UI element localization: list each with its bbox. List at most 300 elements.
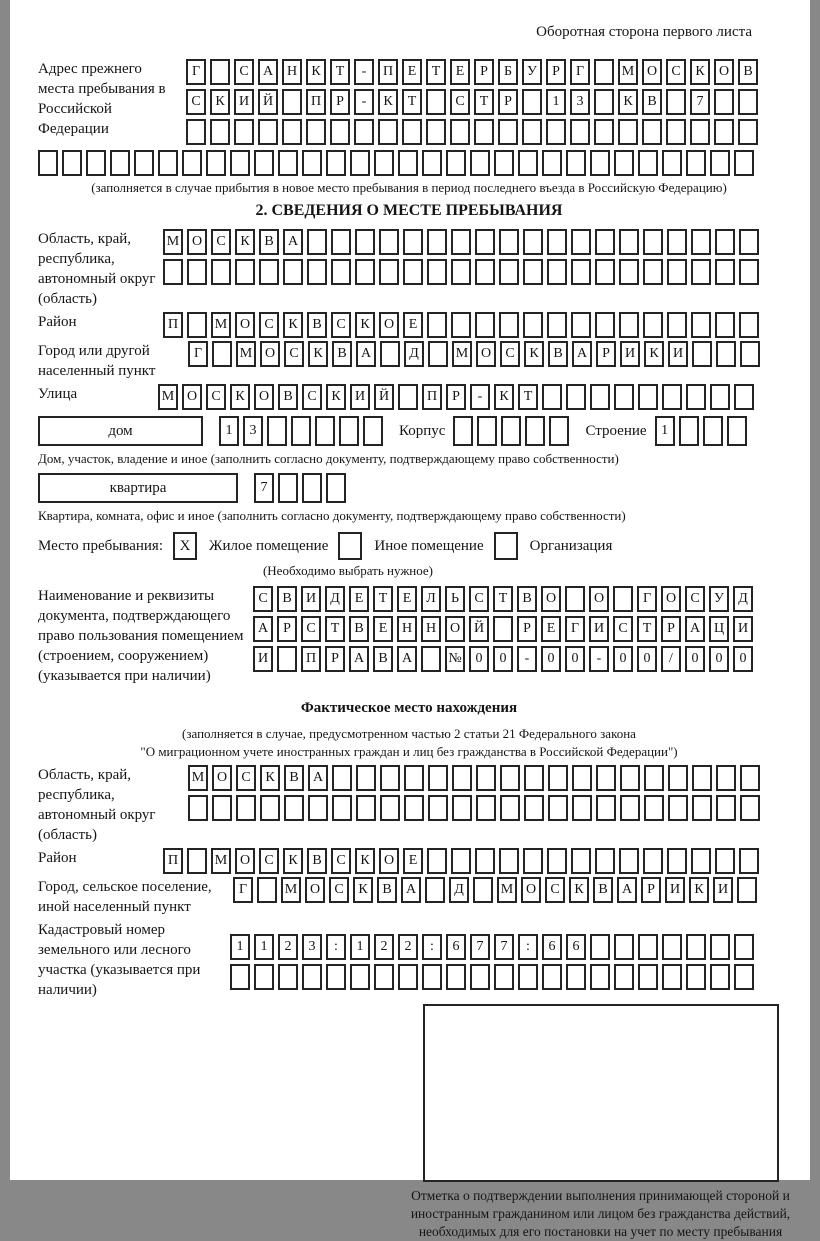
char-cell[interactable] [638, 150, 658, 176]
char-cell[interactable]: А [685, 616, 705, 642]
char-cell[interactable]: Р [474, 59, 494, 85]
char-cell[interactable]: Т [518, 384, 538, 410]
char-cell[interactable] [739, 259, 759, 285]
char-cell[interactable]: П [306, 89, 326, 115]
char-cell[interactable]: О [182, 384, 202, 410]
char-cell[interactable] [477, 416, 497, 446]
char-cell[interactable] [282, 89, 302, 115]
char-cell[interactable] [523, 848, 543, 874]
char-cell[interactable] [186, 119, 206, 145]
char-cell[interactable] [571, 848, 591, 874]
char-cell[interactable]: И [665, 877, 685, 903]
char-cell[interactable] [475, 312, 495, 338]
char-cell[interactable]: В [332, 341, 352, 367]
char-cell[interactable]: Е [402, 59, 422, 85]
char-cell[interactable] [662, 934, 682, 960]
char-cell[interactable] [638, 934, 658, 960]
char-cell[interactable]: М [236, 341, 256, 367]
char-cell[interactable]: В [307, 312, 327, 338]
char-cell[interactable]: К [690, 59, 710, 85]
char-cell[interactable] [356, 795, 376, 821]
char-cell[interactable]: - [354, 89, 374, 115]
char-cell[interactable]: О [714, 59, 734, 85]
char-cell[interactable]: Р [277, 616, 297, 642]
char-cell[interactable]: 0 [493, 646, 513, 672]
char-cell[interactable] [710, 964, 730, 990]
char-cell[interactable] [668, 765, 688, 791]
char-cell[interactable] [350, 150, 370, 176]
char-cell[interactable] [619, 259, 639, 285]
char-cell[interactable] [475, 259, 495, 285]
char-cell[interactable]: М [618, 59, 638, 85]
char-cell[interactable] [716, 341, 736, 367]
char-cell[interactable] [302, 964, 322, 990]
char-cell[interactable] [326, 150, 346, 176]
char-cell[interactable]: Р [661, 616, 681, 642]
char-cell[interactable]: 3 [243, 416, 263, 446]
char-cell[interactable]: И [620, 341, 640, 367]
char-cell[interactable] [254, 964, 274, 990]
char-cell[interactable] [476, 795, 496, 821]
char-cell[interactable] [206, 150, 226, 176]
char-cell[interactable]: С [253, 586, 273, 612]
char-cell[interactable] [307, 259, 327, 285]
char-cell[interactable] [330, 119, 350, 145]
char-cell[interactable]: Р [498, 89, 518, 115]
char-cell[interactable] [446, 964, 466, 990]
char-cell[interactable] [422, 150, 442, 176]
char-cell[interactable] [291, 416, 311, 446]
char-cell[interactable]: К [524, 341, 544, 367]
char-cell[interactable]: Е [403, 312, 423, 338]
char-cell[interactable] [523, 259, 543, 285]
char-cell[interactable] [453, 416, 473, 446]
char-cell[interactable]: 3 [302, 934, 322, 960]
char-cell[interactable] [350, 964, 370, 990]
char-cell[interactable] [638, 384, 658, 410]
char-cell[interactable]: Т [426, 59, 446, 85]
char-cell[interactable]: О [379, 848, 399, 874]
char-cell[interactable] [596, 765, 616, 791]
char-cell[interactable] [734, 384, 754, 410]
char-cell[interactable] [572, 765, 592, 791]
char-cell[interactable] [110, 150, 130, 176]
char-cell[interactable]: С [206, 384, 226, 410]
char-cell[interactable]: - [517, 646, 537, 672]
char-cell[interactable]: 1 [230, 934, 250, 960]
char-cell[interactable]: Е [541, 616, 561, 642]
organization-checkbox[interactable] [494, 532, 518, 560]
char-cell[interactable] [613, 586, 633, 612]
char-cell[interactable] [355, 229, 375, 255]
char-cell[interactable]: Р [325, 646, 345, 672]
char-cell[interactable] [404, 795, 424, 821]
char-cell[interactable]: С [545, 877, 565, 903]
char-cell[interactable]: Г [186, 59, 206, 85]
char-cell[interactable] [643, 229, 663, 255]
char-cell[interactable] [666, 89, 686, 115]
char-cell[interactable]: С [211, 229, 231, 255]
char-cell[interactable]: Т [402, 89, 422, 115]
char-cell[interactable] [259, 259, 279, 285]
char-cell[interactable]: Т [637, 616, 657, 642]
char-cell[interactable] [474, 119, 494, 145]
char-cell[interactable] [230, 964, 250, 990]
char-cell[interactable] [703, 416, 723, 446]
char-cell[interactable] [426, 89, 446, 115]
char-cell[interactable] [546, 119, 566, 145]
char-cell[interactable]: Н [282, 59, 302, 85]
char-cell[interactable] [211, 259, 231, 285]
char-cell[interactable]: Р [596, 341, 616, 367]
char-cell[interactable] [260, 795, 280, 821]
char-cell[interactable]: А [349, 646, 369, 672]
char-cell[interactable] [524, 765, 544, 791]
char-cell[interactable]: А [258, 59, 278, 85]
char-cell[interactable]: О [445, 616, 465, 642]
char-cell[interactable] [258, 119, 278, 145]
char-cell[interactable] [618, 119, 638, 145]
char-cell[interactable] [302, 473, 322, 503]
char-cell[interactable]: В [307, 848, 327, 874]
char-cell[interactable] [354, 119, 374, 145]
char-cell[interactable]: Т [474, 89, 494, 115]
char-cell[interactable] [380, 795, 400, 821]
char-cell[interactable]: И [350, 384, 370, 410]
char-cell[interactable]: К [283, 312, 303, 338]
char-cell[interactable]: Т [325, 616, 345, 642]
char-cell[interactable]: 3 [570, 89, 590, 115]
char-cell[interactable]: 1 [350, 934, 370, 960]
char-cell[interactable]: Н [397, 616, 417, 642]
char-cell[interactable] [86, 150, 106, 176]
char-cell[interactable]: В [259, 229, 279, 255]
char-cell[interactable]: : [326, 934, 346, 960]
char-cell[interactable]: В [277, 586, 297, 612]
char-cell[interactable] [595, 312, 615, 338]
char-cell[interactable]: О [260, 341, 280, 367]
char-cell[interactable] [667, 229, 687, 255]
char-cell[interactable] [738, 119, 758, 145]
char-cell[interactable]: П [422, 384, 442, 410]
char-cell[interactable]: 6 [446, 934, 466, 960]
char-cell[interactable]: В [593, 877, 613, 903]
char-cell[interactable] [476, 765, 496, 791]
char-cell[interactable] [421, 646, 441, 672]
char-cell[interactable] [403, 259, 423, 285]
char-cell[interactable] [187, 312, 207, 338]
char-cell[interactable]: 0 [685, 646, 705, 672]
char-cell[interactable]: С [331, 312, 351, 338]
char-cell[interactable]: Й [258, 89, 278, 115]
char-cell[interactable] [566, 964, 586, 990]
char-cell[interactable]: 0 [733, 646, 753, 672]
char-cell[interactable] [187, 848, 207, 874]
char-cell[interactable]: С [302, 384, 322, 410]
char-cell[interactable]: Й [374, 384, 394, 410]
char-cell[interactable]: О [212, 765, 232, 791]
char-cell[interactable]: Г [233, 877, 253, 903]
char-cell[interactable]: Е [450, 59, 470, 85]
char-cell[interactable]: И [668, 341, 688, 367]
char-cell[interactable] [332, 795, 352, 821]
char-cell[interactable] [542, 384, 562, 410]
char-cell[interactable] [425, 877, 445, 903]
char-cell[interactable] [595, 229, 615, 255]
char-cell[interactable] [163, 259, 183, 285]
char-cell[interactable] [734, 150, 754, 176]
char-cell[interactable] [666, 119, 686, 145]
char-cell[interactable] [404, 765, 424, 791]
char-cell[interactable] [374, 150, 394, 176]
char-cell[interactable]: 0 [565, 646, 585, 672]
char-cell[interactable]: С [259, 848, 279, 874]
char-cell[interactable] [379, 229, 399, 255]
char-cell[interactable] [452, 795, 472, 821]
other-premises-checkbox[interactable] [338, 532, 362, 560]
char-cell[interactable] [499, 312, 519, 338]
char-cell[interactable] [571, 229, 591, 255]
char-cell[interactable] [356, 765, 376, 791]
char-cell[interactable]: К [353, 877, 373, 903]
char-cell[interactable] [686, 964, 706, 990]
char-cell[interactable]: К [283, 848, 303, 874]
char-cell[interactable]: А [397, 646, 417, 672]
char-cell[interactable]: - [354, 59, 374, 85]
char-cell[interactable] [210, 119, 230, 145]
char-cell[interactable] [494, 150, 514, 176]
char-cell[interactable] [332, 765, 352, 791]
char-cell[interactable] [282, 119, 302, 145]
char-cell[interactable] [500, 795, 520, 821]
char-cell[interactable] [518, 150, 538, 176]
char-cell[interactable] [620, 765, 640, 791]
char-cell[interactable]: А [308, 765, 328, 791]
char-cell[interactable] [547, 312, 567, 338]
char-cell[interactable] [740, 341, 760, 367]
char-cell[interactable]: Д [449, 877, 469, 903]
char-cell[interactable] [566, 150, 586, 176]
char-cell[interactable]: : [422, 934, 442, 960]
char-cell[interactable]: П [301, 646, 321, 672]
char-cell[interactable]: К [689, 877, 709, 903]
char-cell[interactable] [667, 848, 687, 874]
char-cell[interactable]: № [445, 646, 465, 672]
char-cell[interactable]: К [618, 89, 638, 115]
char-cell[interactable] [308, 795, 328, 821]
char-cell[interactable] [422, 964, 442, 990]
char-cell[interactable] [594, 89, 614, 115]
char-cell[interactable]: С [236, 765, 256, 791]
char-cell[interactable] [691, 229, 711, 255]
char-cell[interactable] [547, 848, 567, 874]
char-cell[interactable]: С [259, 312, 279, 338]
char-cell[interactable] [740, 765, 760, 791]
char-cell[interactable] [428, 795, 448, 821]
char-cell[interactable]: С [284, 341, 304, 367]
char-cell[interactable] [428, 765, 448, 791]
char-cell[interactable] [594, 59, 614, 85]
char-cell[interactable] [715, 259, 735, 285]
char-cell[interactable]: 1 [219, 416, 239, 446]
char-cell[interactable] [450, 119, 470, 145]
char-cell[interactable] [62, 150, 82, 176]
char-cell[interactable] [692, 765, 712, 791]
char-cell[interactable]: А [617, 877, 637, 903]
char-cell[interactable]: 7 [690, 89, 710, 115]
char-cell[interactable]: В [349, 616, 369, 642]
char-cell[interactable] [188, 795, 208, 821]
char-cell[interactable]: А [401, 877, 421, 903]
char-cell[interactable] [446, 150, 466, 176]
char-cell[interactable] [427, 259, 447, 285]
char-cell[interactable]: Д [325, 586, 345, 612]
char-cell[interactable]: 1 [254, 934, 274, 960]
char-cell[interactable]: Д [733, 586, 753, 612]
char-cell[interactable] [619, 848, 639, 874]
char-cell[interactable] [643, 259, 663, 285]
char-cell[interactable] [571, 259, 591, 285]
char-cell[interactable]: К [355, 848, 375, 874]
char-cell[interactable] [452, 765, 472, 791]
char-cell[interactable] [134, 150, 154, 176]
char-cell[interactable]: П [378, 59, 398, 85]
char-cell[interactable]: Р [517, 616, 537, 642]
char-cell[interactable]: В [284, 765, 304, 791]
char-cell[interactable] [524, 795, 544, 821]
char-cell[interactable]: М [497, 877, 517, 903]
char-cell[interactable]: В [377, 877, 397, 903]
char-cell[interactable]: / [661, 646, 681, 672]
char-cell[interactable] [679, 416, 699, 446]
char-cell[interactable] [739, 848, 759, 874]
char-cell[interactable] [428, 341, 448, 367]
char-cell[interactable]: М [211, 848, 231, 874]
char-cell[interactable] [686, 150, 706, 176]
char-cell[interactable]: О [235, 848, 255, 874]
char-cell[interactable] [638, 964, 658, 990]
char-cell[interactable]: 6 [566, 934, 586, 960]
char-cell[interactable]: С [469, 586, 489, 612]
char-cell[interactable]: 0 [613, 646, 633, 672]
char-cell[interactable]: С [666, 59, 686, 85]
char-cell[interactable] [403, 229, 423, 255]
char-cell[interactable]: М [452, 341, 472, 367]
char-cell[interactable] [590, 934, 610, 960]
house-type-box[interactable]: дом [38, 416, 203, 446]
char-cell[interactable]: Р [446, 384, 466, 410]
char-cell[interactable] [451, 848, 471, 874]
char-cell[interactable]: М [211, 312, 231, 338]
char-cell[interactable] [542, 964, 562, 990]
char-cell[interactable]: К [230, 384, 250, 410]
char-cell[interactable] [522, 89, 542, 115]
char-cell[interactable] [398, 150, 418, 176]
char-cell[interactable] [398, 964, 418, 990]
char-cell[interactable] [525, 416, 545, 446]
char-cell[interactable] [498, 119, 518, 145]
char-cell[interactable]: К [644, 341, 664, 367]
char-cell[interactable] [547, 259, 567, 285]
char-cell[interactable] [278, 964, 298, 990]
char-cell[interactable] [470, 964, 490, 990]
char-cell[interactable] [642, 119, 662, 145]
char-cell[interactable] [740, 795, 760, 821]
char-cell[interactable]: Ь [445, 586, 465, 612]
char-cell[interactable] [278, 473, 298, 503]
char-cell[interactable]: К [235, 229, 255, 255]
char-cell[interactable]: П [163, 848, 183, 874]
char-cell[interactable]: 7 [254, 473, 274, 503]
char-cell[interactable]: К [569, 877, 589, 903]
char-cell[interactable]: 0 [709, 646, 729, 672]
char-cell[interactable]: 0 [469, 646, 489, 672]
char-cell[interactable]: Н [421, 616, 441, 642]
char-cell[interactable]: В [373, 646, 393, 672]
char-cell[interactable] [619, 229, 639, 255]
char-cell[interactable] [739, 229, 759, 255]
char-cell[interactable] [284, 795, 304, 821]
char-cell[interactable]: К [355, 312, 375, 338]
char-cell[interactable] [566, 384, 586, 410]
char-cell[interactable] [374, 964, 394, 990]
char-cell[interactable]: 6 [542, 934, 562, 960]
char-cell[interactable] [499, 259, 519, 285]
char-cell[interactable] [493, 616, 513, 642]
char-cell[interactable] [565, 586, 585, 612]
char-cell[interactable]: П [163, 312, 183, 338]
char-cell[interactable]: С [331, 848, 351, 874]
char-cell[interactable] [710, 384, 730, 410]
char-cell[interactable]: - [589, 646, 609, 672]
char-cell[interactable] [590, 964, 610, 990]
char-cell[interactable] [380, 341, 400, 367]
char-cell[interactable]: Т [330, 59, 350, 85]
char-cell[interactable] [470, 150, 490, 176]
char-cell[interactable] [710, 934, 730, 960]
char-cell[interactable] [427, 312, 447, 338]
char-cell[interactable] [548, 765, 568, 791]
char-cell[interactable]: Е [373, 616, 393, 642]
char-cell[interactable]: М [188, 765, 208, 791]
char-cell[interactable] [306, 119, 326, 145]
char-cell[interactable] [331, 229, 351, 255]
char-cell[interactable]: Г [637, 586, 657, 612]
char-cell[interactable]: В [278, 384, 298, 410]
char-cell[interactable] [614, 150, 634, 176]
char-cell[interactable] [494, 964, 514, 990]
char-cell[interactable] [727, 416, 747, 446]
char-cell[interactable]: 1 [655, 416, 675, 446]
char-cell[interactable] [686, 934, 706, 960]
char-cell[interactable] [691, 848, 711, 874]
char-cell[interactable] [182, 150, 202, 176]
char-cell[interactable]: О [521, 877, 541, 903]
char-cell[interactable] [614, 934, 634, 960]
char-cell[interactable] [542, 150, 562, 176]
char-cell[interactable] [212, 341, 232, 367]
char-cell[interactable] [278, 150, 298, 176]
char-cell[interactable]: О [476, 341, 496, 367]
char-cell[interactable] [473, 877, 493, 903]
char-cell[interactable] [339, 416, 359, 446]
char-cell[interactable] [254, 150, 274, 176]
residential-checkbox[interactable]: X [173, 532, 197, 560]
char-cell[interactable] [715, 229, 735, 255]
char-cell[interactable] [235, 259, 255, 285]
char-cell[interactable] [212, 795, 232, 821]
char-cell[interactable] [734, 964, 754, 990]
